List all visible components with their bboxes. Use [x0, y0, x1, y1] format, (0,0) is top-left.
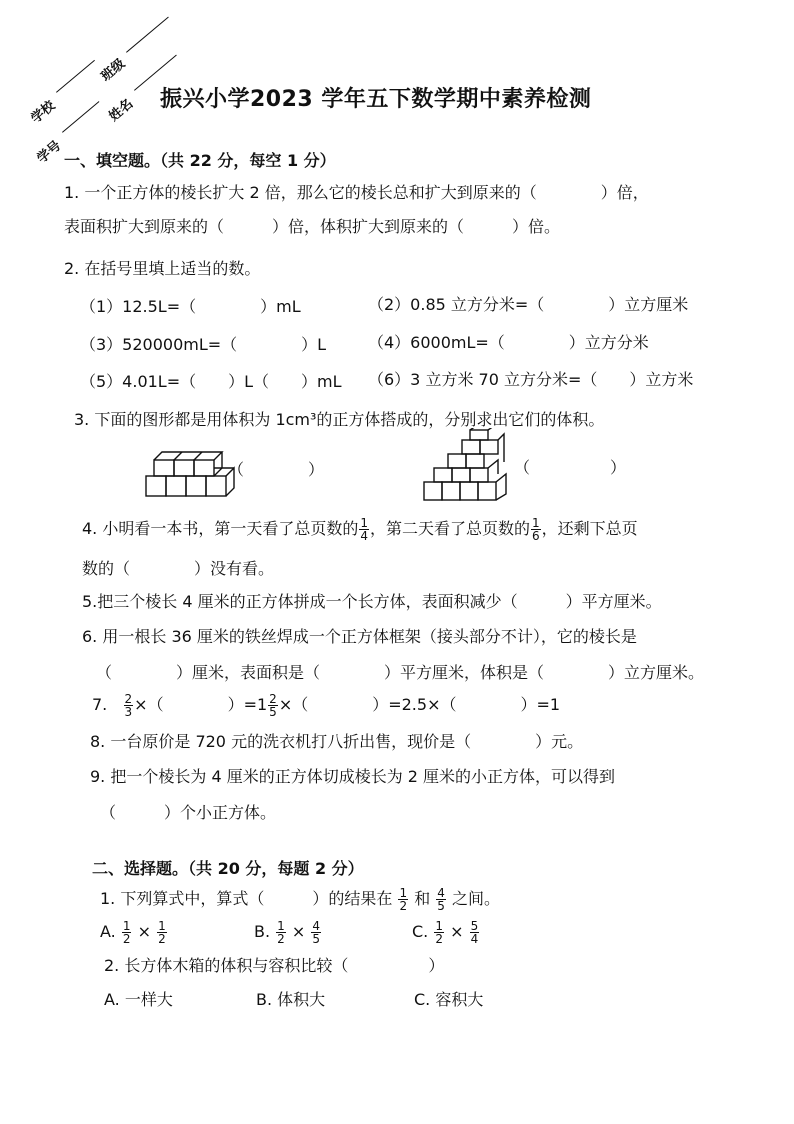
school-underline[interactable] [56, 60, 95, 93]
q2-stem: 2. 在括号里填上适当的数。 [64, 259, 261, 278]
q2-item-4: （4）6000mL=（ ）立方分米 [368, 333, 649, 352]
option-c-frac-1 [434, 920, 444, 945]
q7-f2-numerator: 2 [269, 692, 277, 706]
student-id-underline[interactable] [62, 101, 99, 133]
q3-blank-2[interactable]: （ ） [514, 458, 627, 477]
option-b-f2-d: 5 [312, 932, 321, 946]
q7-line [92, 692, 560, 718]
q9-line2: （ ）个小正方体。 [100, 803, 277, 822]
q4-f2-denominator: 6 [532, 529, 540, 543]
option-c-f1-d: 2 [435, 932, 443, 946]
q2-item-2: （2）0.85 立方分米=（ ）立方厘米 [368, 295, 689, 314]
q4-text-2: ，第二天看了总页数的 [370, 519, 531, 538]
q7-fraction-1 [124, 693, 134, 718]
s2-q1-fraction-2 [436, 887, 446, 912]
q9-line1: 9. 把一个棱长为 4 厘米的正方体切成棱长为 2 厘米的小正方体，可以得到 [90, 767, 616, 786]
q2-item-1: （1）12.5L=（ ）mL [80, 297, 301, 316]
option-c-label: C. [412, 922, 429, 941]
q7-f1-denominator: 3 [124, 705, 133, 719]
s2-q1-f1-denominator: 2 [399, 899, 408, 913]
q1-line1: 1. 一个正方体的棱长扩大 2 倍，那么它的棱长总和扩大到原来的（ ）倍， [64, 183, 649, 202]
class-label: 班级 [98, 56, 129, 85]
s2-q2-option-b[interactable]: B. 体积大 [256, 990, 326, 1009]
option-b-label: B. [254, 922, 271, 941]
s2-q1-f1-numerator: 1 [399, 886, 408, 900]
student-id-label: 学号 [34, 138, 65, 167]
class-underline[interactable] [126, 17, 169, 53]
q3-stem: 3. 下面的图形都是用体积为 1cm³的正方体搭成的，分别求出它们的体积。 [74, 410, 605, 429]
s2-q2-stem: 2. 长方体木箱的体积与容积比较（ ） [104, 956, 445, 975]
section2-heading: 二、选择题。（共 20 分，每题 2 分） [92, 859, 364, 878]
q1-line2: 表面积扩大到原来的（ ）倍，体积扩大到原来的（ ）倍。 [64, 217, 561, 236]
q6-line1: 6. 用一根长 36 厘米的铁丝焊成一个正方体框架（接头部分不计），它的棱长是 [82, 627, 637, 646]
section1-heading: 一、填空题。（共 22 分，每空 1 分） [64, 151, 336, 170]
q7-f1-numerator: 2 [124, 692, 133, 706]
q2-item-6: （6）3 立方米 70 立方分米=（ ）立方米 [368, 370, 694, 389]
s2-q2-option-c[interactable]: C. 容积大 [414, 990, 484, 1009]
s2-q1-f2-denominator: 5 [437, 899, 445, 913]
q4-f2-numerator: 1 [532, 516, 540, 530]
q3-blank-1[interactable]: （ ） [228, 460, 325, 479]
s2-q1-text: 1. 下列算式中，算式（ ）的结果在 [100, 889, 393, 908]
option-c-f2-d: 4 [470, 932, 479, 946]
q7-text-1: ×（ ）=1 [134, 695, 268, 714]
option-a-label: A. [100, 922, 116, 941]
q2-item-3: （3）520000mL=（ ）L [80, 335, 327, 354]
s2-q1-mid: 和 [414, 889, 431, 908]
option-a-f2-n: 1 [158, 919, 166, 933]
q4-line2: 数的（ ）没有看。 [82, 559, 275, 578]
q7-text-2: ×（ ）=2.5×（ ）=1 [278, 695, 561, 714]
s2-q1-option-b[interactable]: B. $\frac{1}{2}$ × $\frac{4}{5}$ [254, 919, 321, 946]
s2-q1-fraction-1 [398, 887, 408, 912]
school-label: 学校 [28, 98, 59, 127]
s2-q2-option-a[interactable]: A. 一样大 [104, 990, 173, 1009]
q4-text-1: 4. 小明看一本书，第一天看了总页数的 [82, 519, 359, 538]
s2-q1-stem [100, 886, 500, 912]
option-b-frac-2 [311, 920, 321, 945]
q4-fraction-1 [359, 517, 369, 542]
exam-title: 振兴小学2023 学年五下数学期中素养检测 [160, 87, 592, 112]
q5-text: 5.把三个棱长 4 厘米的正方体拼成一个长方体，表面积减少（ ）平方厘米。 [82, 592, 662, 611]
option-a-f1-n: 1 [122, 919, 131, 933]
q6-line2: （ ）厘米，表面积是（ ）平方厘米，体积是（ ）立方厘米。 [96, 663, 705, 682]
q2-item-5: （5）4.01L=（ ）L（ ）mL [80, 372, 342, 391]
s2-q1-option-c[interactable]: C. $\frac{1}{2}$ × $\frac{5}{4}$ [412, 919, 479, 946]
option-a-frac-1 [122, 920, 132, 945]
q8-text: 8. 一台原价是 720 元的洗衣机打八折出售，现价是（ ）元。 [90, 732, 584, 751]
q4-line1 [82, 516, 638, 542]
q4-fraction-2 [531, 517, 541, 542]
s2-q1-end: 之间。 [452, 889, 501, 908]
s2-q1-option-a[interactable]: A. $\frac{1}{2}$ × $\frac{1}{2}$ [100, 919, 166, 946]
q4-f1-denominator: 4 [360, 529, 368, 543]
option-c-f1-n: 1 [435, 919, 443, 933]
option-c-frac-2 [470, 920, 480, 945]
option-c-f2-n: 5 [470, 919, 479, 933]
s2-q1-f2-numerator: 4 [437, 886, 445, 900]
option-b-f1-n: 1 [277, 919, 285, 933]
q4-text-3: ，还剩下总页 [541, 519, 638, 538]
name-label: 姓名 [106, 96, 137, 125]
option-a-f1-d: 2 [122, 932, 131, 946]
option-a-f2-d: 2 [158, 932, 166, 946]
q7-fraction-2 [268, 693, 278, 718]
option-b-frac-1 [276, 920, 286, 945]
option-a-frac-2 [157, 920, 167, 945]
q7-number: 7. [92, 695, 108, 714]
option-b-f2-n: 4 [312, 919, 321, 933]
q4-f1-numerator: 1 [360, 516, 368, 530]
option-b-f1-d: 2 [277, 932, 285, 946]
q7-f2-denominator: 5 [269, 705, 277, 719]
